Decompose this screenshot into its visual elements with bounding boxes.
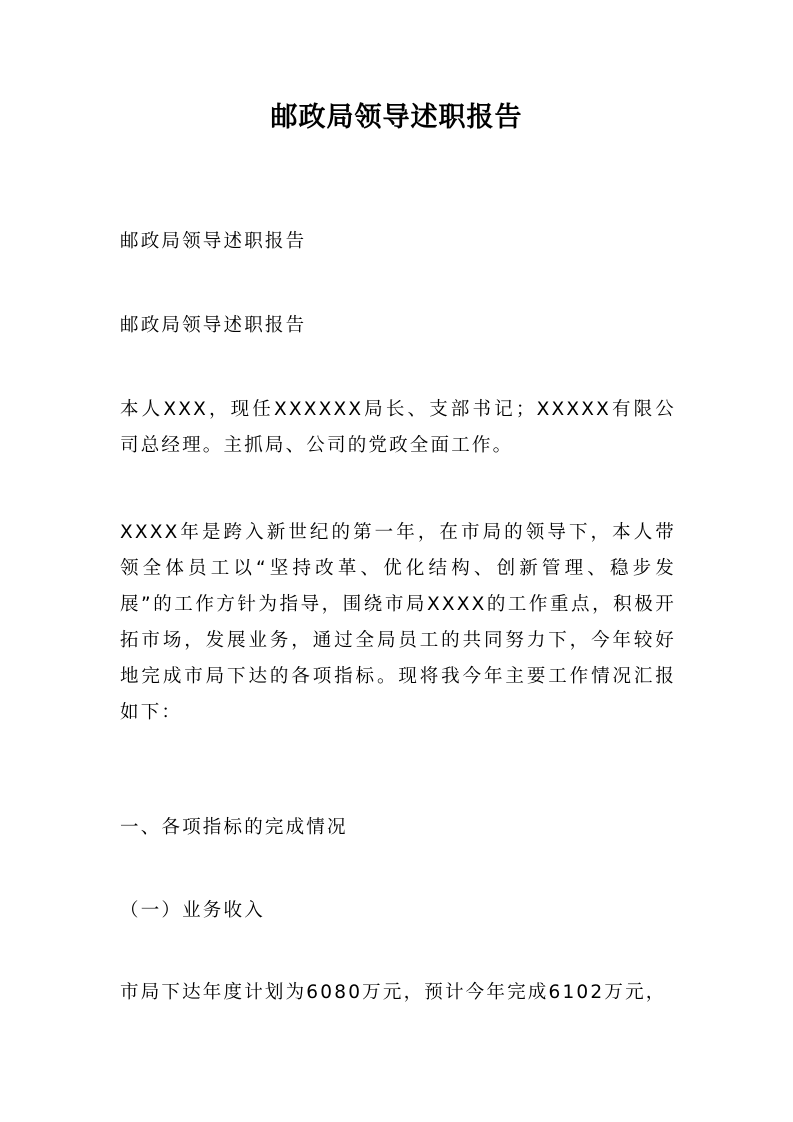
paragraph-overview: XXXX年是跨入新世纪的第一年，在市局的领导下，本人带领全体员工以“坚持改革、优化结构、创新管理、稳步发展”的工作方针为指导，围绕市局XXXX的工作重点，积极开拓市场，发展业务，通过全局员工的共同努力下，今年较好地完成市局下达的各项指标。现将我今年主要工作情况汇报如下： [120, 522, 676, 723]
paragraph-revenue: 市局下达年度计划为6080万元，预计今年完成6102万元， [120, 982, 667, 1003]
paragraph-subtitle-1: 邮政局领导述职报告 [120, 231, 307, 252]
paragraph-subtitle-2: 邮政局领导述职报告 [120, 315, 307, 336]
section-heading-1: 一、各项指标的完成情况 [120, 817, 348, 838]
subsection-heading-1: （一）业务收入 [120, 900, 265, 921]
paragraph-introduction: 本人XXX，现任XXXXXX局长、支部书记；XXXXX有限公司总经理。主抓局、公司的党政全面工作。 [120, 399, 676, 456]
document-title: 邮政局领导述职报告 [270, 102, 523, 133]
